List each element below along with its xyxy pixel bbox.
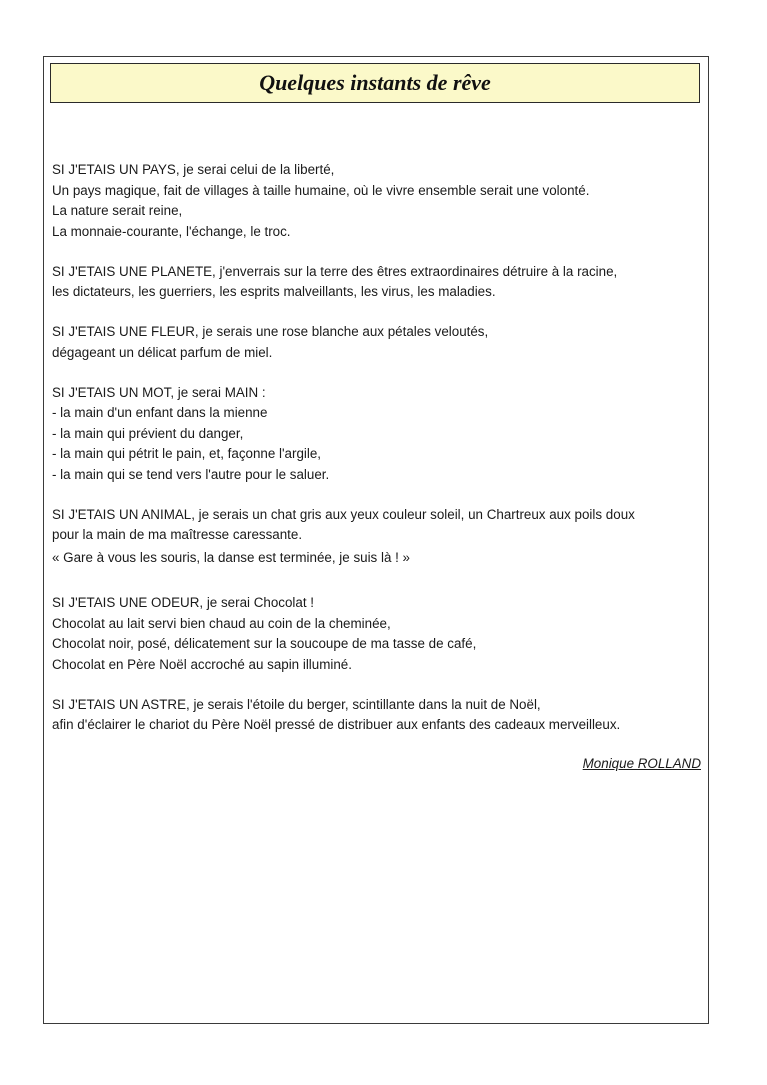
poem-line: La monnaie-courante, l'échange, le troc. (52, 223, 291, 239)
poem-line: La nature serait reine, (52, 203, 183, 218)
poem-line: afin d'éclairer le chariot du Père Noël pressé de distribuer aux enfants des cadeaux merveilleux. (52, 717, 621, 732)
stanza-mot (52, 383, 702, 486)
author-signature: Monique ROLLAND (582, 756, 701, 771)
title-box (50, 63, 700, 103)
stanza-animal (52, 505, 702, 569)
poem-line: Chocolat en Père Noël accroché au sapin illuminé. (52, 656, 352, 672)
poem-line: Chocolat au lait servi bien chaud au coin de la cheminée, (52, 615, 391, 631)
poem-line: pour la main de ma maîtresse caressante. (52, 527, 303, 542)
stanza-planete (52, 262, 702, 303)
poem-line: les dictateurs, les guerriers, les esprits malveillants, les virus, les maladies. (52, 284, 496, 299)
poem-line: Un pays magique, fait de villages à taille humaine, où le vivre ensemble serait une volonté. (52, 182, 590, 198)
poem-line: - la main d'un enfant dans la mienne (52, 405, 268, 420)
stanza-odeur (52, 593, 702, 675)
poem-line: SI J'ETAIS UNE FLEUR, je serais une rose blanche aux pétales veloutés, (52, 324, 489, 339)
poem-body (52, 160, 702, 755)
poem-line: - la main qui se tend vers l'autre pour le saluer. (52, 466, 330, 482)
page-frame (43, 56, 709, 1024)
poem-line: SI J'ETAIS UN ASTRE, je serais l'étoile du berger, scintillante dans la nuit de Noël, (52, 696, 541, 712)
poem-line: SI J'ETAIS UN PAYS, je serai celui de la liberté, (52, 162, 335, 177)
stanza-astre (52, 695, 702, 736)
stanza-fleur (52, 322, 702, 363)
poem-line: - la main qui pétrit le pain, et, façonne l'argile, (52, 446, 322, 461)
poem-line: SI J'ETAIS UN MOT, je serai MAIN : (52, 384, 266, 400)
page-title: Quelques instants de rêve (259, 70, 491, 95)
stanza-pays (52, 160, 702, 242)
poem-line: SI J'ETAIS UN ANIMAL, je serais un chat gris aux yeux couleur soleil, un Chartreux aux poils doux (52, 506, 635, 522)
poem-line: - la main qui prévient du danger, (52, 425, 244, 441)
poem-line: Chocolat noir, posé, délicatement sur la soucoupe de ma tasse de café, (52, 636, 477, 651)
poem-line: « Gare à vous les souris, la danse est terminée, je suis là ! » (52, 549, 411, 565)
poem-line: SI J'ETAIS UNE PLANETE, j'enverrais sur la terre des êtres extraordinaires détruire à la racine, (52, 263, 618, 279)
poem-line: SI J'ETAIS UNE ODEUR, je serai Chocolat ! (52, 595, 315, 610)
poem-line: dégageant un délicat parfum de miel. (52, 344, 273, 360)
